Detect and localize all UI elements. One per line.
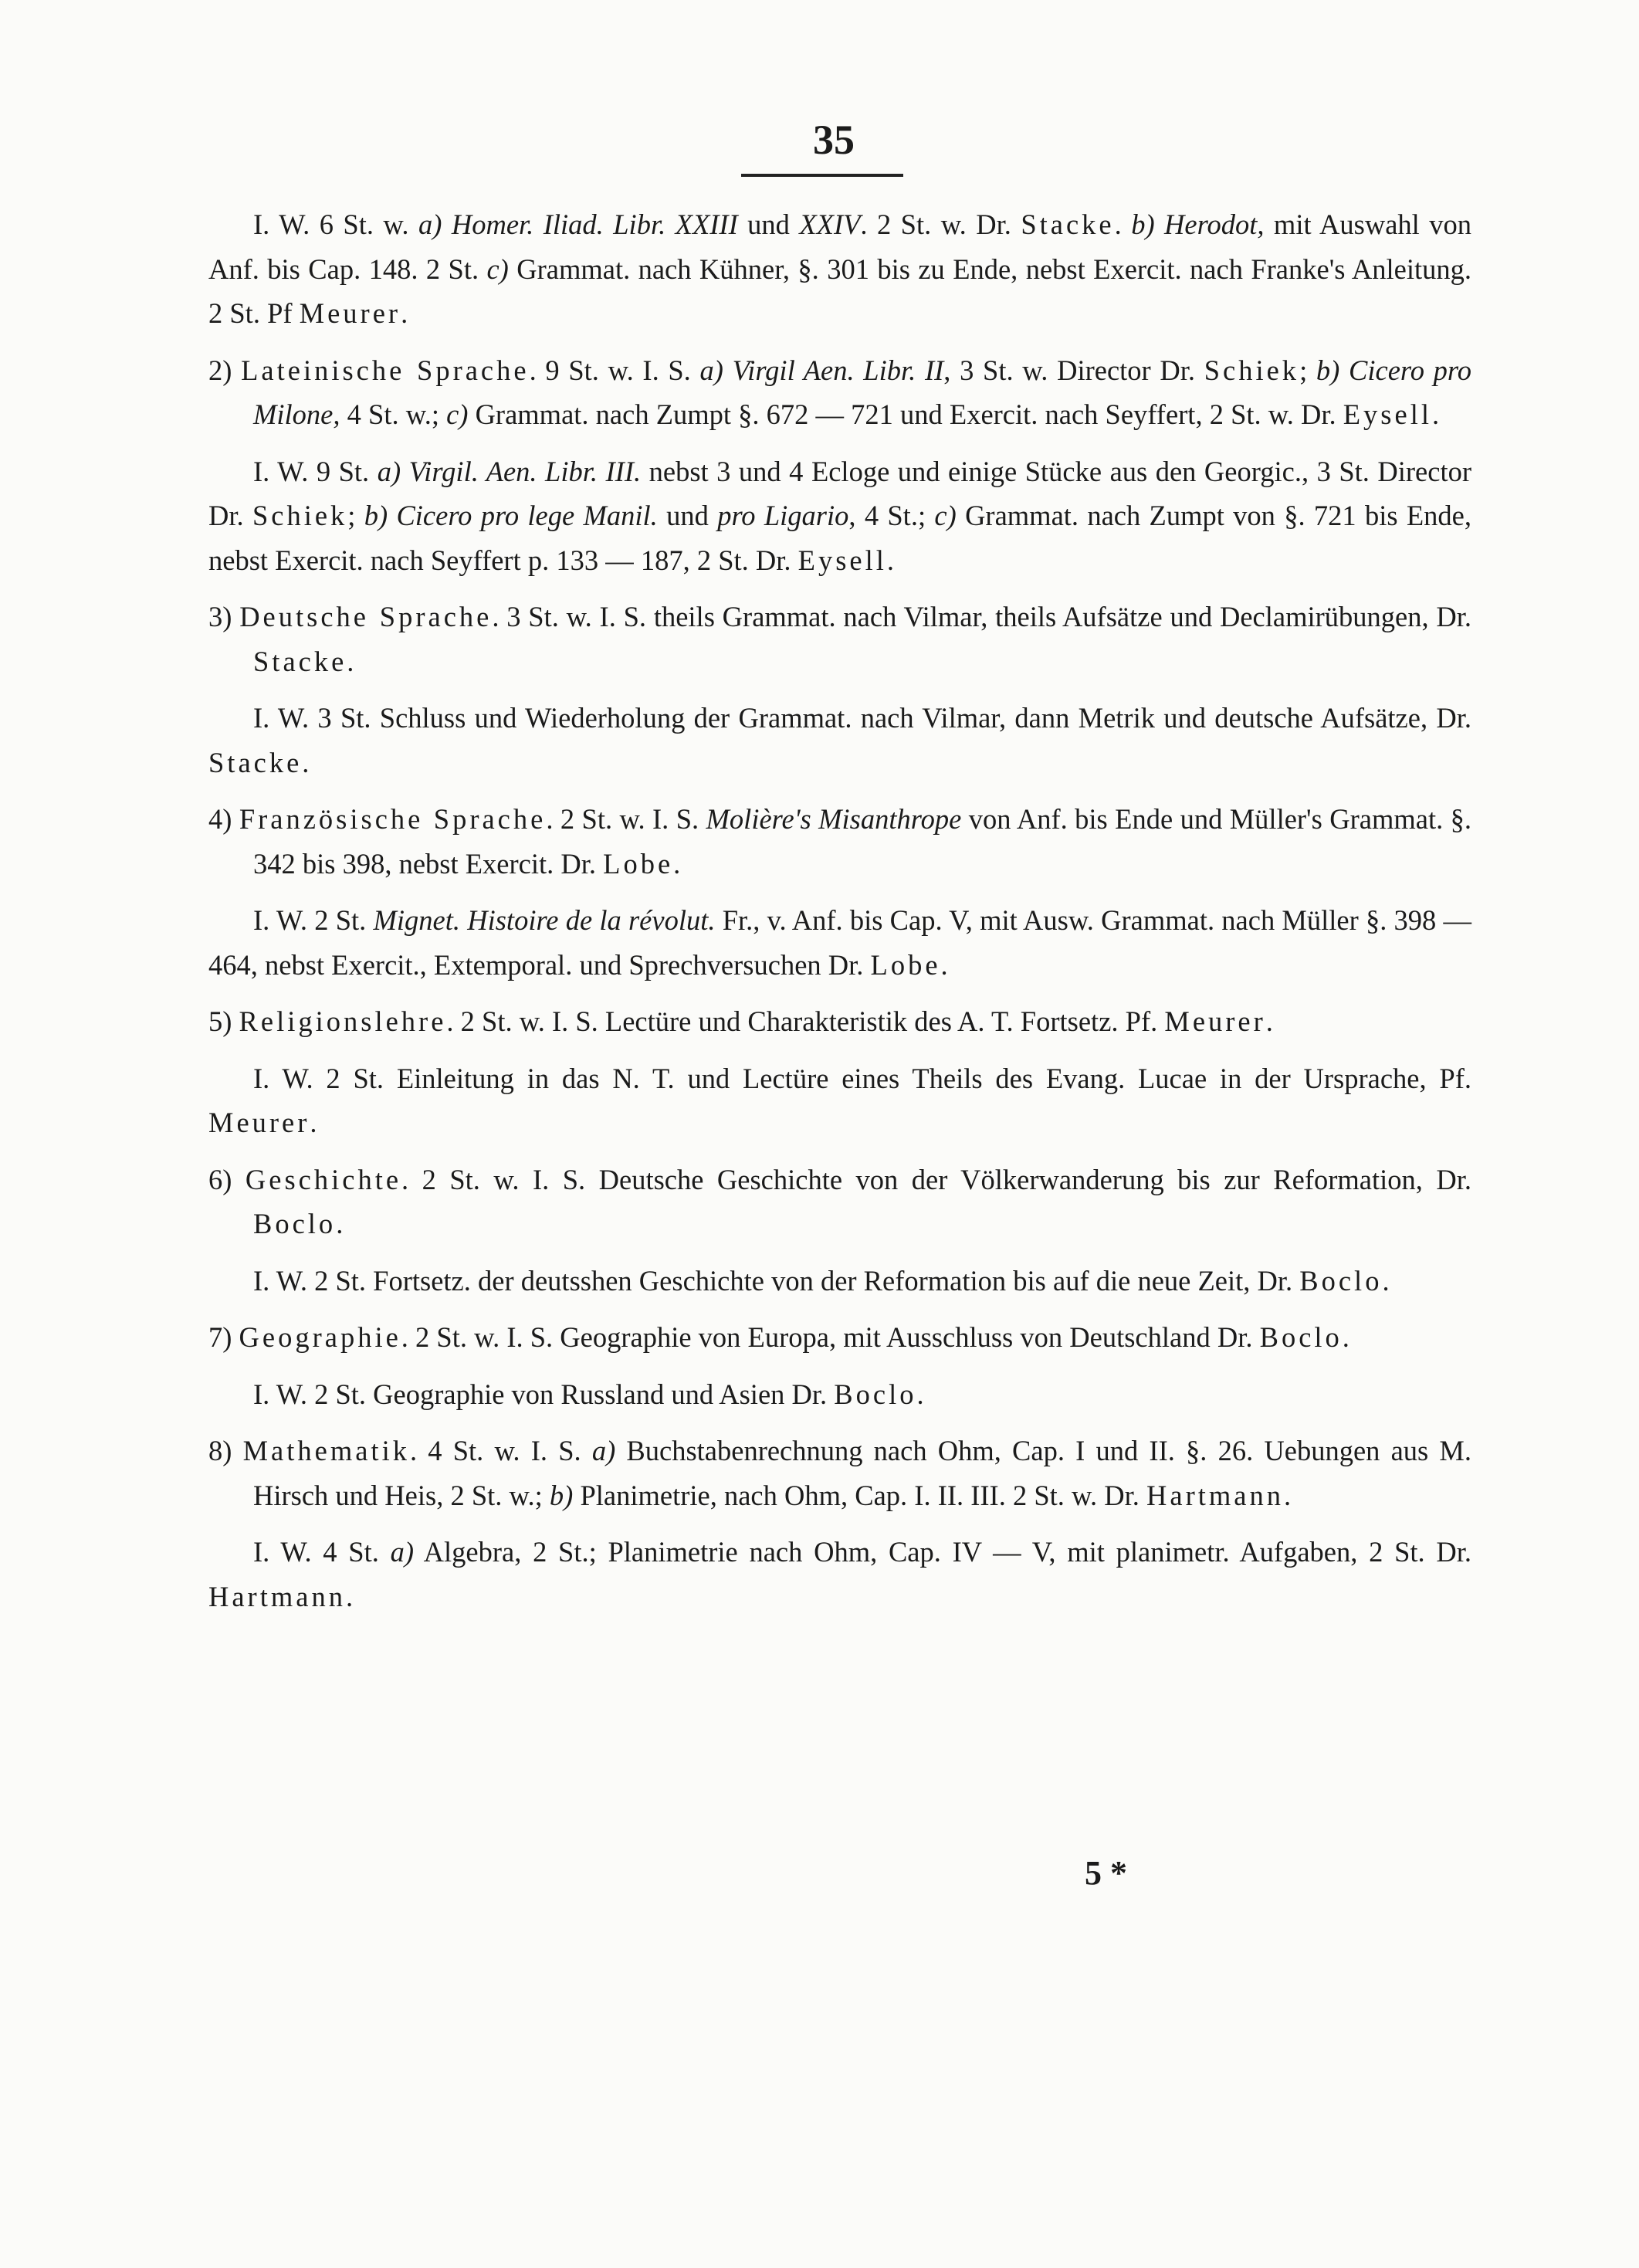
text-segment: .	[302, 746, 310, 778]
text-segment: Grammat. nach Zumpt von §. 721 bis Ende, nebst Exercit. nach Seyffert p. 133 — 187, 2 St. Dr.	[208, 500, 1471, 576]
spaced-name: Mathematik	[242, 1435, 410, 1466]
text-segment: 4)	[208, 803, 239, 835]
spaced-name: Geschichte	[245, 1163, 402, 1195]
text-segment: und	[657, 500, 718, 531]
text-segment: .	[1283, 1479, 1292, 1511]
italic-text: Mignet. Histoire de la révolut.	[373, 904, 716, 936]
printer-signature-mark: 5 *	[1085, 1854, 1127, 1892]
paragraph-history-is	[208, 1158, 1471, 1246]
text-segment: 6)	[208, 1163, 246, 1195]
text-segment: .	[401, 297, 408, 329]
spaced-name: Meurer	[299, 297, 401, 329]
italic-text: a)	[591, 1435, 616, 1466]
paragraph-geography-iw	[208, 1372, 1471, 1417]
text-segment: I. W. 6 St. w.	[253, 208, 418, 240]
spaced-name: Schiek	[1204, 354, 1300, 386]
text-segment: von Anf. bis Ende und Müller's Grammat. §. 342 bis 398, nebst Exercit. Dr.	[253, 803, 1471, 880]
italic-text: a) Virgil Aen. Libr. II	[699, 354, 944, 386]
spaced-name: Lateinische Sprache	[241, 354, 530, 386]
paragraph-religion-is	[208, 999, 1471, 1044]
text-segment: I. W. 4 St.	[253, 1536, 391, 1568]
text-segment: .	[1114, 208, 1132, 240]
paragraph-math-is	[208, 1429, 1471, 1517]
spaced-name: Stacke	[208, 746, 303, 778]
text-segment: I. W. 2 St. Einleitung in das N. T. und Lectüre eines Theils des Evang. Lucae in der Ursprache, Pf.	[253, 1062, 1471, 1094]
paragraph-latin-is	[208, 348, 1471, 437]
paragraph-religion-iw	[208, 1056, 1471, 1145]
text-segment: , 3 St. w. Director Dr.	[943, 354, 1204, 386]
italic-text: b) Herodot,	[1131, 208, 1265, 240]
text-segment: 4 St. w.;	[340, 398, 447, 430]
text-segment: Fr., v. Anf. bis Cap. V, mit Ausw. Grammat. nach Müller §. 398 — 464, nebst Exercit., Extemporal. und Sprechversuchen Dr.	[208, 904, 1471, 981]
italic-text: b) Cicero pro lege Manil.	[364, 500, 658, 531]
paragraph-french-iw	[208, 898, 1471, 987]
text-segment: .	[310, 1107, 317, 1138]
text-segment: .	[336, 1208, 344, 1239]
paragraph-iw-greek	[208, 202, 1471, 336]
text-segment: .	[347, 645, 354, 677]
spaced-name: Stacke	[253, 645, 347, 677]
text-segment: .	[886, 544, 895, 576]
italic-text: a)	[390, 1536, 414, 1568]
text-segment: . 4 St. w. I. S.	[409, 1435, 592, 1466]
text-segment: mit Auswahl von Anf. bis Cap. 148. 2 St.	[208, 208, 1471, 285]
text-segment: .	[345, 1580, 354, 1612]
italic-text: Molière's Misanthrope	[706, 803, 962, 835]
text-segment: . 2 St. w. I. S. Geographie von Europa, mit Ausschluss von Deutschland Dr.	[401, 1321, 1260, 1353]
text-segment: .	[916, 1378, 924, 1410]
paragraph-latin-iw	[208, 449, 1471, 583]
text-segment: .	[1432, 398, 1440, 430]
spaced-name: Schiek	[252, 500, 348, 531]
spaced-name: Religionslehre	[239, 1005, 447, 1037]
text-segment: . 2 St. w. Dr.	[860, 208, 1021, 240]
spaced-name: Boclo	[1259, 1321, 1343, 1353]
text-segment: Grammat. nach Zumpt §. 672 — 721 und Exercit. nach Seyffert, 2 St. w. Dr.	[468, 398, 1343, 430]
italic-text: XXIV	[799, 208, 861, 240]
text-segment: 3)	[208, 601, 240, 632]
spaced-name: Hartmann	[208, 1580, 346, 1612]
page-number: 35	[813, 117, 855, 163]
text-segment: nebst 3 und 4 Ecloge und einige Stücke aus den Georgic., 3 St. Director Dr.	[208, 455, 1471, 531]
spaced-name: Eysell	[1343, 398, 1432, 430]
spaced-name: Französische Sprache	[239, 803, 547, 835]
text-segment: und	[737, 208, 800, 240]
italic-text: b) Cicero pro Milone,	[253, 354, 1472, 430]
text-segment: .	[673, 847, 681, 880]
text-segment: .	[940, 948, 948, 981]
spaced-name: Meurer	[1164, 1005, 1266, 1037]
text-segment: ;	[1299, 354, 1316, 386]
text-segment: . 9 St. w. I. S.	[529, 354, 700, 386]
text-segment: I. W. 3 St. Schluss und Wiederholung der Grammat. nach Vilmar, dann Metrik und deutsche Aufsätze, Dr.	[253, 702, 1471, 734]
text-segment: 7)	[208, 1321, 239, 1353]
paragraph-history-iw	[208, 1259, 1471, 1304]
italic-text: b)	[549, 1479, 574, 1511]
text-segment: . 3 St. w. I. S. theils Grammat. nach Vilmar, theils Aufsätze und Declamirübungen, Dr.	[492, 601, 1471, 632]
text-segment: I. W. 2 St.	[253, 904, 374, 936]
spaced-name: Eysell	[797, 544, 887, 576]
italic-text: a) Virgil. Aen. Libr. III.	[377, 455, 642, 487]
spaced-name: Lobe	[870, 948, 941, 981]
text-segment: 8)	[208, 1435, 243, 1466]
spaced-name: Lobe	[603, 847, 674, 880]
spaced-name: Deutsche Sprache	[239, 601, 493, 632]
spaced-name: Meurer	[208, 1107, 310, 1138]
italic-text: c)	[446, 398, 469, 430]
page-number-rule	[741, 174, 903, 177]
text-segment: .	[1265, 1005, 1273, 1037]
spaced-name: Hartmann	[1146, 1479, 1284, 1511]
text-segment: Grammat. nach Kühner, §. 301 bis zu Ende, nebst Exercit. nach Franke's Anleitung. 2 St. Pf	[208, 253, 1471, 329]
italic-text: pro Ligario	[717, 500, 849, 531]
spaced-name: Geographie	[239, 1321, 401, 1353]
text-segment: I. W. 2 St. Geographie von Russland und Asien Dr.	[253, 1378, 835, 1410]
spaced-name: Boclo	[1299, 1264, 1383, 1297]
text-segment: .	[1342, 1321, 1349, 1353]
spaced-name: Boclo	[834, 1378, 917, 1410]
text-segment: . 2 St. w. I. S. Deutsche Geschichte von der Völkerwanderung bis zur Reformation, Dr.	[401, 1163, 1472, 1195]
text-segment: 5)	[208, 1005, 239, 1037]
text-segment: I. W. 2 St. Fortsetz. der deutsshen Geschichte von der Reformation bis auf die neue Zeit, Dr.	[253, 1264, 1300, 1297]
text-segment: I. W. 9 St.	[253, 455, 378, 487]
text-segment: , 4 St.;	[848, 500, 935, 531]
text-segment: Algebra, 2 St.; Planimetrie nach Ohm, Cap. IV — V, mit planimetr. Aufgaben, 2 St. Dr.	[413, 1536, 1471, 1568]
text-segment: .	[1382, 1264, 1390, 1297]
italic-text: a) Homer. Iliad. Libr. XXIII	[418, 208, 738, 240]
text-segment: Buchstabenrechnung nach Ohm, Cap. I und II. §. 26. Uebungen aus M. Hirsch und Heis, 2 St. w.;	[253, 1435, 1471, 1511]
text-segment: . 2 St. w. I. S.	[546, 803, 706, 835]
text-segment: ;	[347, 500, 364, 531]
spaced-name: Stacke	[1021, 208, 1115, 240]
paragraph-german-is	[208, 595, 1471, 683]
text-segment: 2)	[208, 354, 242, 386]
paragraph-math-iw	[208, 1530, 1471, 1619]
text-segment: . 2 St. w. I. S. Lectüre und Charakteristik des A. T. Fortsetz. Pf.	[446, 1005, 1165, 1037]
paragraph-french-is	[208, 797, 1471, 886]
spaced-name: Boclo	[253, 1208, 337, 1239]
italic-text: c)	[934, 500, 957, 531]
page-body	[208, 202, 1471, 1631]
italic-text: c)	[486, 253, 509, 285]
paragraph-german-iw	[208, 696, 1471, 785]
text-segment: Planimetrie, nach Ohm, Cap. I. II. III. 2 St. w. Dr.	[573, 1479, 1147, 1511]
paragraph-geography-is	[208, 1315, 1471, 1360]
